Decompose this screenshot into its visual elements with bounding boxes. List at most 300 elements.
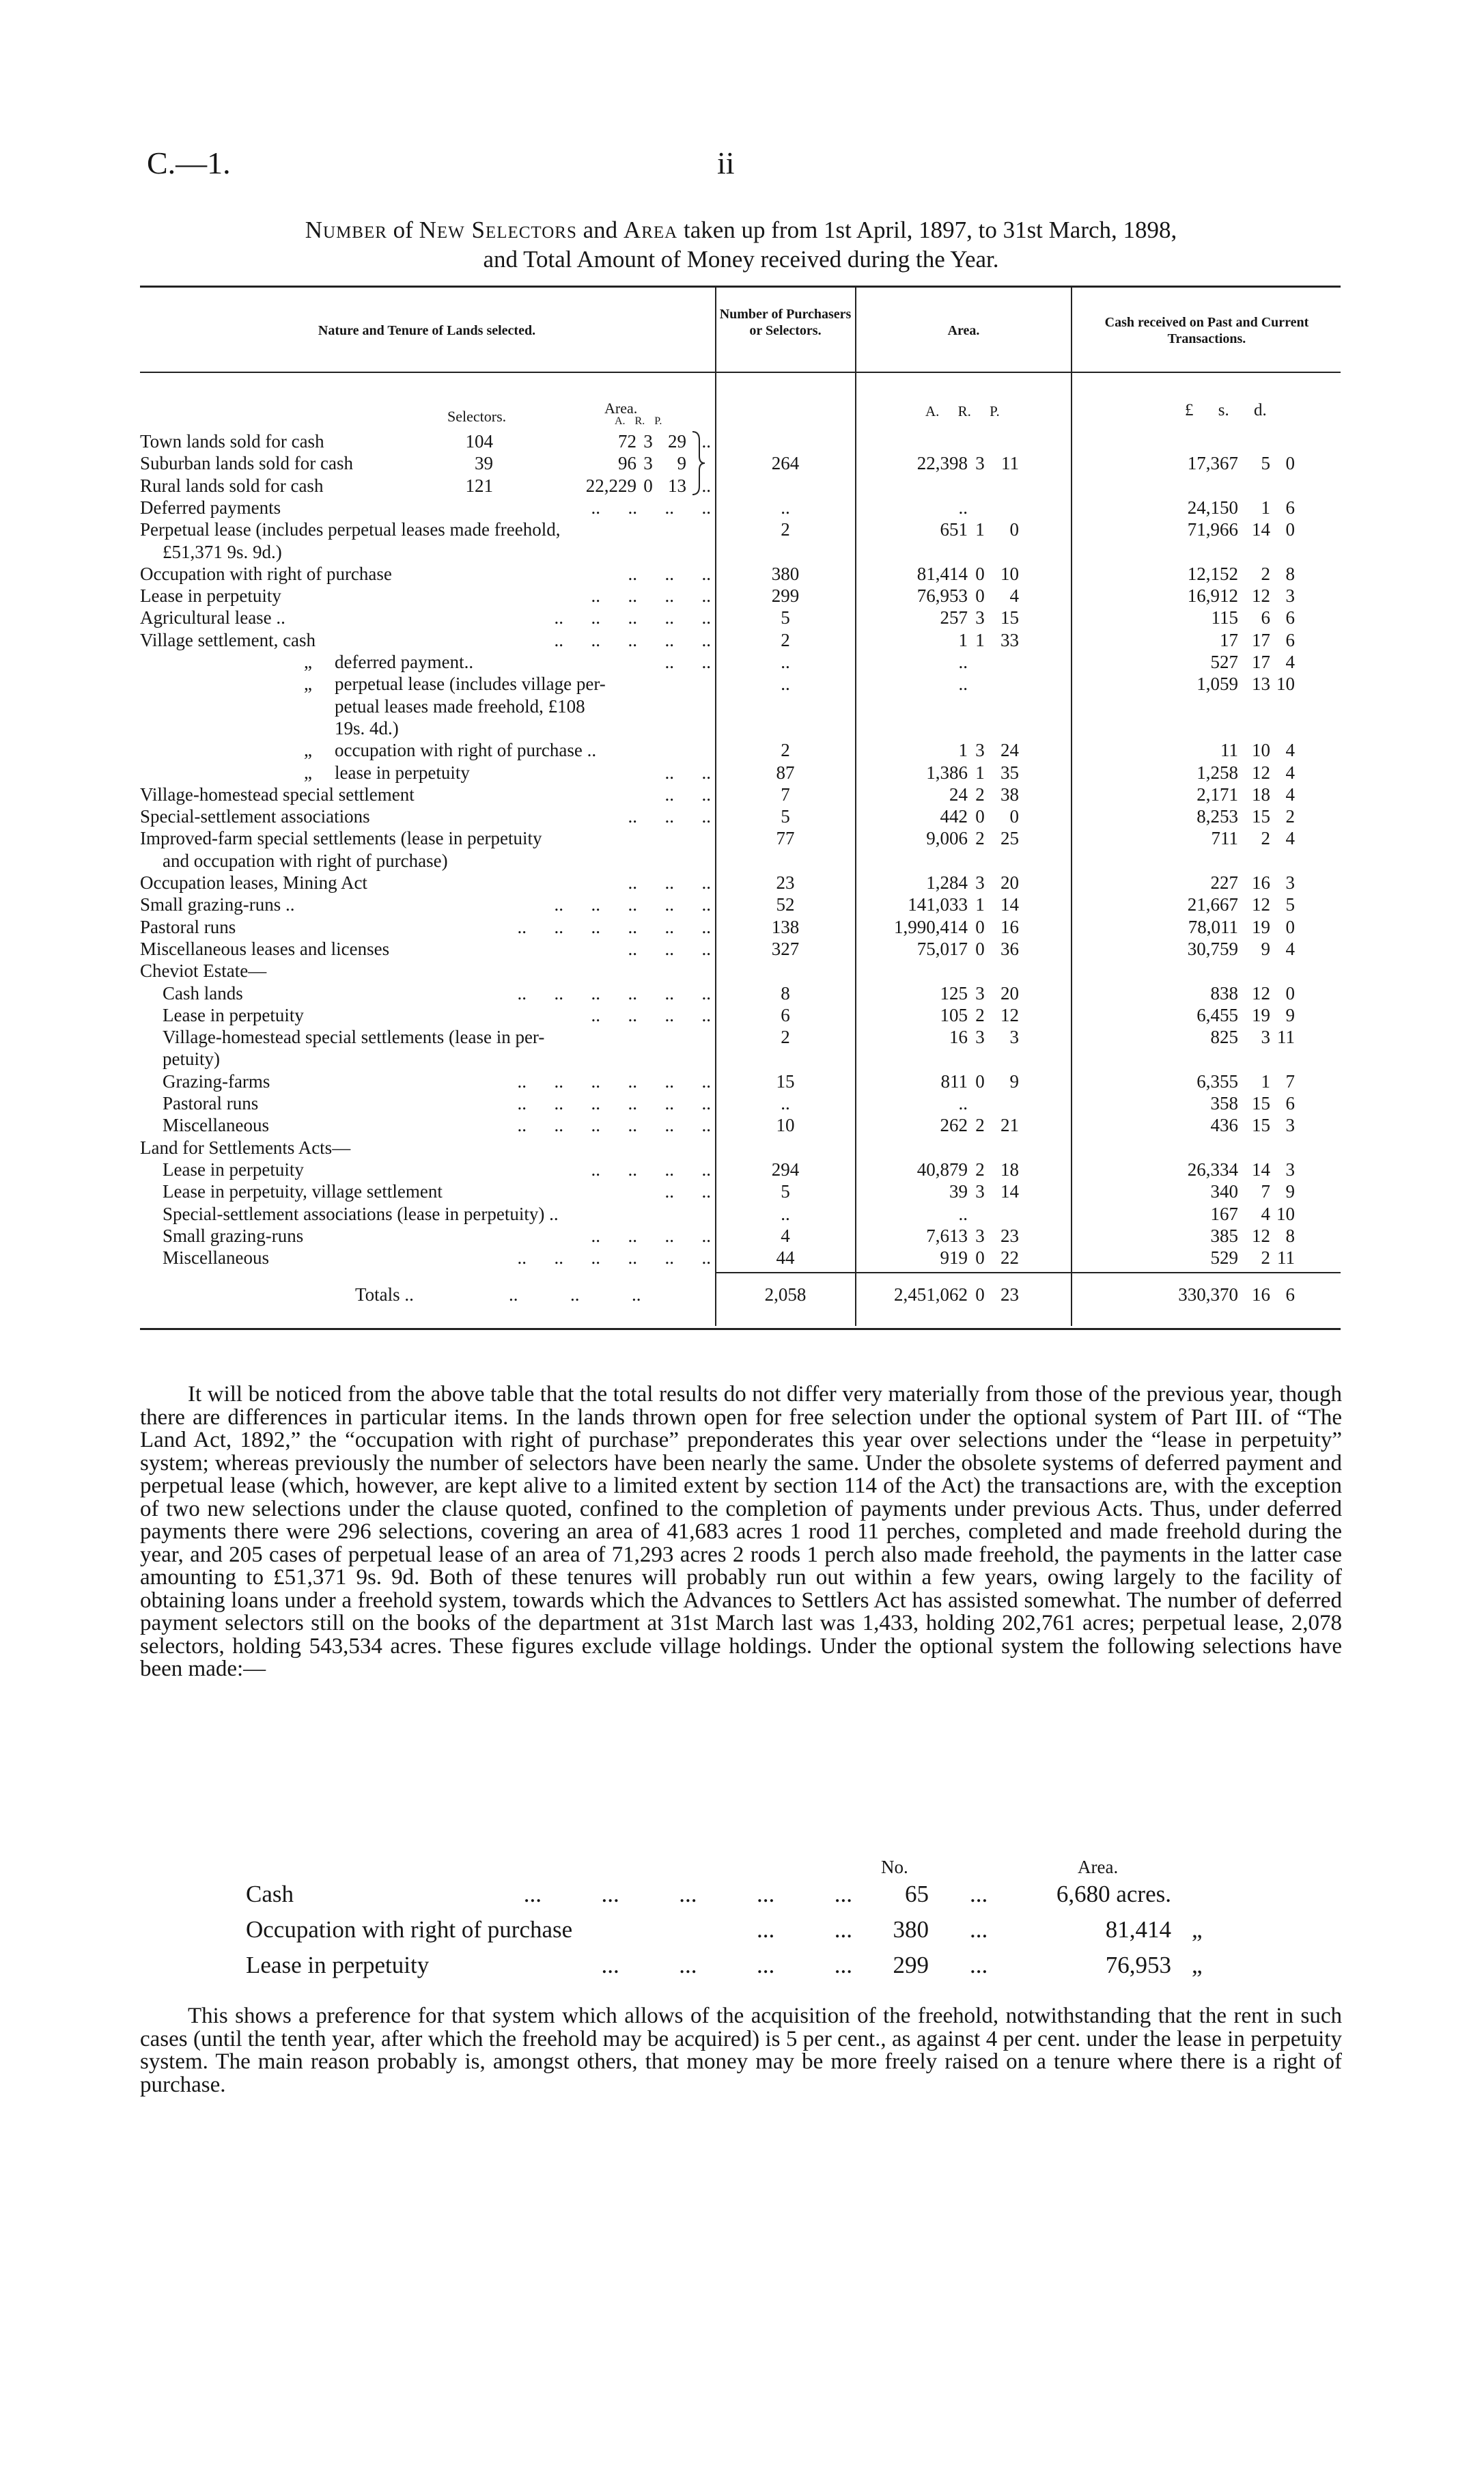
row-label: 19s. 4d.) <box>335 717 399 738</box>
row-label: Village settlement, cash <box>140 629 316 650</box>
area-perches: 14 <box>1000 1181 1019 1202</box>
summary-separator: ... <box>970 1881 988 1907</box>
row-label: petual leases made freehold, £108 <box>335 695 585 717</box>
leader-dots: .. .. .. .. <box>591 1225 711 1246</box>
row-label: Special-settlement associations <box>140 806 370 827</box>
cash-pounds: 17 <box>1220 629 1238 650</box>
title-word-area: Area <box>623 217 678 243</box>
area-roods: 0 <box>975 563 985 584</box>
table-row <box>0 1247 1484 1269</box>
cash-pence: 6 <box>1285 1093 1295 1113</box>
area-roods: 0 <box>975 1247 985 1269</box>
purchasers-count: 138 <box>771 916 800 937</box>
subheader-arp: A. R. P. <box>615 415 662 427</box>
summary-label: Lease in perpetuity <box>246 1952 430 1978</box>
cash-shillings: 16 <box>1252 872 1270 893</box>
cash-pence: 3 <box>1285 1115 1295 1136</box>
cash-pounds: 115 <box>1211 607 1238 628</box>
page-number: ii <box>717 146 735 180</box>
area-acres: 75,017 <box>916 938 968 959</box>
cash-pounds: 6,455 <box>1196 1004 1238 1025</box>
paragraph-2 <box>140 2005 1342 2097</box>
subheader-area: Area. <box>604 400 638 417</box>
document-reference: C.—1. <box>147 146 231 180</box>
cash-pence: 11 <box>1277 1247 1295 1269</box>
table-row <box>0 1027 1484 1048</box>
title-word-number: Number <box>305 217 387 243</box>
purchasers-count: 7 <box>781 784 790 805</box>
area-perches: 23 <box>1000 1225 1019 1246</box>
purchasers-count: 5 <box>781 1181 790 1202</box>
table-row <box>0 806 1484 827</box>
totals-pence: 6 <box>1285 1284 1295 1305</box>
table-row <box>0 1137 1484 1159</box>
row-label: Miscellaneous <box>163 1115 269 1136</box>
table-row <box>0 762 1484 784</box>
cash-shillings: 19 <box>1252 1004 1270 1025</box>
area-acres: 39 <box>949 1181 968 1202</box>
cash-pence: 4 <box>1285 652 1295 672</box>
area-acres: 7,613 <box>926 1225 968 1246</box>
paragraph-1 <box>140 1383 1342 1681</box>
row-label: Cheviot Estate— <box>140 960 267 982</box>
row-label: Lease in perpetuity, village settlement <box>163 1181 443 1202</box>
area-perches: 3 <box>1009 1027 1019 1048</box>
cash-pounds: 825 <box>1210 1027 1238 1048</box>
area-perches: 14 <box>1000 894 1019 915</box>
leader-dots: .. .. .. .. .. .. <box>517 1093 711 1113</box>
cash-pounds: 436 <box>1210 1115 1238 1136</box>
area-acres: 442 <box>940 806 968 827</box>
area-acres: 1 <box>958 629 968 650</box>
selectors-count: 39 <box>475 453 493 474</box>
row-label: Miscellaneous leases and licenses <box>140 938 390 959</box>
cash-pounds: 8,253 <box>1196 806 1238 827</box>
cash-shillings: 15 <box>1252 806 1270 827</box>
table-row <box>0 1071 1484 1092</box>
row-label: deferred payment.. <box>335 652 474 672</box>
header-bottom-rule <box>140 372 1341 373</box>
row-label: Occupation leases, Mining Act <box>140 872 367 893</box>
table-row <box>0 1226 1484 1247</box>
cash-shillings: 13 <box>1252 674 1270 695</box>
table-row <box>0 1159 1484 1180</box>
cash-pence: 0 <box>1285 916 1295 937</box>
area-roods: 0 <box>975 938 985 959</box>
sub-area-perches: 9 <box>677 453 686 474</box>
area-roods: 3 <box>975 1181 985 1202</box>
paragraph-2-text: This shows a preference for that system which allows of the acquisition of the freehold, notwithstanding that the rent in such cases (until the tenth year, after which the freehold may be acquired) is 5 per cent., as against 4 per cent. under the lease in perpetuity system. The main reason probably is, amongst others, that money may be more freely raised on a tenure where there is a right of purchase. <box>140 2004 1342 2097</box>
leader-dots: .. .. .. .. .. .. <box>517 916 711 937</box>
summary-label: Occupation with right of purchase <box>246 1916 573 1943</box>
area-acres: 141,033 <box>908 894 968 915</box>
cash-pounds: 71,966 <box>1187 519 1238 540</box>
cash-shillings: 18 <box>1252 784 1270 805</box>
purchasers-count: 10 <box>776 1115 795 1136</box>
table-row <box>0 696 1484 717</box>
area-roods: 0 <box>975 585 985 607</box>
table-row <box>0 497 1484 518</box>
area-perches: 9 <box>1009 1070 1019 1092</box>
area-acres: 919 <box>940 1247 968 1269</box>
selectors-count: 121 <box>465 475 493 496</box>
purchasers-count: .. <box>781 497 790 518</box>
table-row <box>0 475 1484 497</box>
cash-pence: 8 <box>1285 563 1295 584</box>
cash-shillings: 3 <box>1261 1027 1270 1048</box>
row-label: perpetual lease (includes village per- <box>335 674 606 695</box>
area-acres: .. <box>958 1093 968 1113</box>
area-acres: 24 <box>949 784 968 805</box>
totals-roods: 0 <box>975 1284 985 1305</box>
totals-acres: 2,451,062 <box>894 1284 968 1305</box>
cash-shillings: 12 <box>1252 982 1270 1004</box>
purchasers-count: 264 <box>771 453 800 474</box>
cash-shillings: 1 <box>1261 1070 1270 1092</box>
area-perches: 38 <box>1000 784 1019 805</box>
area-roods: 1 <box>975 894 985 915</box>
table-row <box>0 917 1484 938</box>
cash-pounds: 167 <box>1210 1203 1238 1224</box>
totals-perches: 23 <box>1000 1284 1019 1305</box>
area-acres: 811 <box>940 1070 968 1092</box>
purchasers-count: 77 <box>776 828 795 849</box>
cash-pounds: 17,367 <box>1187 453 1238 474</box>
area-perches: 21 <box>1000 1115 1019 1136</box>
table-row <box>0 718 1484 739</box>
cash-pence: 9 <box>1285 1181 1295 1202</box>
title-word-new-selectors: New Selectors <box>419 217 577 243</box>
area-acres: 1 <box>958 740 968 761</box>
cash-shillings: 2 <box>1261 563 1270 584</box>
leader-dots: .. .. .. .. .. .. <box>517 1070 711 1092</box>
area-roods: 3 <box>975 453 985 474</box>
cash-pounds: 11 <box>1220 740 1238 761</box>
cash-pounds: 711 <box>1211 828 1238 849</box>
area-perches: 12 <box>1000 1004 1019 1025</box>
summary-count: 380 <box>893 1916 929 1943</box>
area-roods: 2 <box>975 1159 985 1180</box>
purchasers-count: 2 <box>781 629 790 650</box>
purchasers-count: 2 <box>781 519 790 540</box>
area-acres: 40,879 <box>916 1159 968 1180</box>
leader-dots: .. .. <box>664 784 711 805</box>
title-line-2: and Total Amount of Money received during the Year. <box>483 246 999 273</box>
table-bottom-rule <box>140 1328 1341 1330</box>
cash-pence: 4 <box>1285 828 1295 849</box>
row-label: Lease in perpetuity <box>140 585 281 607</box>
table-row <box>0 1115 1484 1136</box>
header-area: Area. <box>947 323 980 338</box>
area-perches: 18 <box>1000 1159 1019 1180</box>
summary-count: 65 <box>905 1881 929 1907</box>
purchasers-count: 4 <box>781 1225 790 1246</box>
purchasers-count: 5 <box>781 607 790 628</box>
cash-shillings: 19 <box>1252 916 1270 937</box>
cash-shillings: 1 <box>1261 497 1270 518</box>
purchasers-count: .. <box>781 652 790 672</box>
area-perches: 15 <box>1000 607 1019 628</box>
cash-pounds: 838 <box>1210 982 1238 1004</box>
row-label: Village-homestead special settlement <box>140 784 415 805</box>
purchasers-count: 23 <box>776 872 795 893</box>
paragraph-1-text: It will be noticed from the above table that the total results do not differ very materially from those of the previous year, though there are differences in particular items. In the lands thrown open for free selection under the optional system of Part III. of “The Land Act, 1892,” the “occupation with right of purchase” preponderates this year over selections under the “lease in perpetuity” system; whereas previously the number of selectors have been nearly the same. Under the obsolete systems of deferred payment and perpetual lease (which, however, are kept alive to a limited extent by section 114 of the Act) the transactions are, with the exception of two new selections under the clause quoted, confined to the completion of payments under previous Acts. Thus, under deferred payments there were 296 selections, covering an area of 41,683 acres 1 rood 11 perches, completed and made freehold during the year, and 205 cases of perpetual lease of an area of 71,293 acres 2 roods 1 perch also made freehold, the payments in the latter case amounting to £51,371 9s. 9d. Both of these tenures will probably run out within a few years, owing largely to the facility of obtaining loans under a freehold system, towards which the Advances to Settlers Act has assisted somewhat. The number of deferred payment selectors still on the books of the department at 31st March last was 1,433, holding 202,761 acres; perpetual lease, 2,078 selectors, holding 543,534 acres. These figures exclude village holdings. Under the optional system the following selections have been made:— <box>140 1382 1342 1681</box>
leader-dots: .. .. .. .. <box>591 1004 711 1025</box>
area-roods: 1 <box>975 519 985 540</box>
area-acres: 125 <box>940 982 968 1004</box>
leader-dots: .. .. .. <box>628 563 711 584</box>
area-perches: 16 <box>1000 916 1019 937</box>
cash-pence: 2 <box>1285 806 1295 827</box>
sub-area-acres: 96 <box>618 453 636 474</box>
summary-separator: ... <box>970 1916 988 1943</box>
area-acres: 22,398 <box>916 453 968 474</box>
row-label: £51,371 9s. 9d.) <box>163 541 282 562</box>
cash-pounds: 26,334 <box>1187 1159 1238 1180</box>
area-roods: 3 <box>975 1027 985 1048</box>
totals-pounds: 330,370 <box>1178 1284 1238 1305</box>
area-roods: 3 <box>975 740 985 761</box>
cash-pence: 3 <box>1285 1159 1295 1180</box>
table-row <box>0 519 1484 540</box>
leader-dots: .. .. .. .. .. <box>554 607 711 628</box>
row-label: Lease in perpetuity <box>163 1004 304 1025</box>
area-perches: 24 <box>1000 740 1019 761</box>
ditto-mark: „ <box>304 674 312 695</box>
area-acres: 257 <box>940 607 968 628</box>
table-row <box>0 850 1484 872</box>
leader-dots: .. .. <box>664 762 711 783</box>
cash-pence: 9 <box>1285 1004 1295 1025</box>
row-label: Special-settlement associations (lease in perpetuity) .. <box>163 1203 559 1224</box>
area-acres: .. <box>958 1203 968 1224</box>
leader-dots: .. .. .. .. <box>591 585 711 607</box>
row-label: Occupation with right of purchase <box>140 563 392 584</box>
purchasers-count: 380 <box>771 563 800 584</box>
purchasers-count: 2 <box>781 1027 790 1048</box>
area-units: A. R. P. <box>925 403 1000 419</box>
cash-pounds: 2,171 <box>1196 784 1238 805</box>
table-top-rule <box>140 286 1341 288</box>
cash-pence: 4 <box>1285 784 1295 805</box>
table-row <box>0 585 1484 607</box>
totals-label: Totals .. <box>355 1284 414 1305</box>
totals-dots: .. .. .. <box>509 1284 641 1305</box>
cash-shillings: 12 <box>1252 1225 1270 1246</box>
summary-unit: „ <box>1192 1916 1203 1943</box>
cash-shillings: 15 <box>1252 1115 1270 1136</box>
area-acres: 16 <box>949 1027 968 1048</box>
area-perches: 0 <box>1009 806 1019 827</box>
cash-pounds: 529 <box>1210 1247 1238 1269</box>
leader-dots: .. .. .. .. .. <box>554 629 711 650</box>
area-perches: 20 <box>1000 872 1019 893</box>
ditto-mark: „ <box>304 652 312 672</box>
leader-dots: .. .. .. .. .. .. <box>517 1247 711 1269</box>
area-perches: 22 <box>1000 1247 1019 1269</box>
cash-pounds: 30,759 <box>1187 938 1238 959</box>
sub-area-roods: 0 <box>643 475 653 496</box>
totals-number: 2,058 <box>764 1284 807 1305</box>
cash-shillings: 2 <box>1261 1247 1270 1269</box>
cash-shillings: 6 <box>1261 607 1270 628</box>
title-text: and <box>583 217 618 243</box>
sub-area-roods: 3 <box>643 431 653 452</box>
cash-pounds: 78,011 <box>1188 916 1238 937</box>
cash-pence: 3 <box>1285 872 1295 893</box>
row-label: Suburban lands sold for cash <box>140 453 353 474</box>
area-acres: 76,953 <box>916 585 968 607</box>
area-roods: 3 <box>975 1225 985 1246</box>
area-roods: 1 <box>975 629 985 650</box>
summary-area: 6,680 acres. <box>1056 1881 1171 1907</box>
summary-header-no: No. <box>881 1857 908 1877</box>
cash-pounds: 12,152 <box>1187 563 1238 584</box>
cash-shillings: 17 <box>1252 652 1270 672</box>
summary-unit: „ <box>1192 1952 1203 1978</box>
row-label: lease in perpetuity <box>335 762 470 783</box>
cash-shillings: 12 <box>1252 585 1270 607</box>
cash-pence: 6 <box>1285 497 1295 518</box>
cash-shillings: 10 <box>1252 740 1270 761</box>
subheader-selectors: Selectors. <box>447 408 507 425</box>
purchasers-count: 299 <box>771 585 800 607</box>
cash-shillings: 4 <box>1261 1203 1270 1224</box>
row-label: Land for Settlements Acts— <box>140 1137 351 1158</box>
purchasers-count: .. <box>781 1203 790 1224</box>
area-roods: 0 <box>975 1070 985 1092</box>
cash-shillings: 14 <box>1252 1159 1270 1180</box>
table-row <box>0 960 1484 982</box>
row-label: Deferred payments <box>140 497 281 518</box>
cash-shillings: 17 <box>1252 629 1270 650</box>
purchasers-count: 8 <box>781 982 790 1004</box>
area-perches: 11 <box>1001 453 1019 474</box>
area-roods: 2 <box>975 784 985 805</box>
cash-pounds: 385 <box>1210 1225 1238 1246</box>
sub-area-acres: 22,229 <box>585 475 636 496</box>
summary-leader-dots: ... ... <box>757 1916 852 1943</box>
cash-pence: 11 <box>1277 1027 1295 1048</box>
table-row <box>0 674 1484 695</box>
area-acres: 651 <box>940 519 968 540</box>
table-row <box>0 1049 1484 1070</box>
table-row <box>0 630 1484 651</box>
cash-units: £ s. d. <box>1185 401 1267 419</box>
cash-shillings: 12 <box>1252 762 1270 783</box>
area-perches: 4 <box>1009 585 1019 607</box>
area-roods: 0 <box>975 806 985 827</box>
table-row <box>0 431 1484 452</box>
row-label: Miscellaneous <box>163 1247 269 1269</box>
area-perches: 36 <box>1000 938 1019 959</box>
area-acres: 1,990,414 <box>894 916 968 937</box>
purchasers-count: 327 <box>771 938 800 959</box>
cash-shillings: 2 <box>1261 828 1270 849</box>
cash-pounds: 1,258 <box>1196 762 1238 783</box>
summary-leader-dots: ... ... ... ... ... <box>523 1881 852 1907</box>
header-cash: Cash received on Past and Current Transactions. <box>1104 315 1309 346</box>
table-row <box>0 894 1484 915</box>
cash-pence: 10 <box>1276 1203 1295 1224</box>
row-label: Pastoral runs <box>140 916 236 937</box>
row-label: and occupation with right of purchase) <box>163 850 448 871</box>
area-acres: 9,006 <box>926 828 968 849</box>
cash-pence: 5 <box>1285 894 1295 915</box>
cash-pence: 4 <box>1285 740 1295 761</box>
cash-pence: 4 <box>1285 938 1295 959</box>
cash-pence: 0 <box>1285 453 1295 474</box>
cash-pence: 7 <box>1285 1070 1295 1092</box>
table-row <box>0 453 1484 474</box>
area-perches: 20 <box>1000 982 1019 1004</box>
cash-pence: 6 <box>1285 629 1295 650</box>
table-row <box>0 564 1484 585</box>
table-row <box>0 939 1484 960</box>
purchasers-count: 52 <box>776 894 795 915</box>
table-row <box>0 1093 1484 1114</box>
table-row <box>0 740 1484 761</box>
cash-pounds: 6,355 <box>1196 1070 1238 1092</box>
summary-label: Cash <box>246 1881 294 1907</box>
area-roods: 2 <box>975 1004 985 1025</box>
row-label: Small grazing-runs <box>163 1225 304 1246</box>
cash-pounds: 21,667 <box>1187 894 1238 915</box>
cash-pence: 4 <box>1285 762 1295 783</box>
leader-dots: .. .. <box>664 1181 711 1202</box>
row-label: Improved-farm special settlements (lease in perpetuity <box>140 828 542 849</box>
row-label: Pastoral runs <box>163 1093 259 1113</box>
cash-pounds: 527 <box>1210 652 1238 672</box>
cash-shillings: 15 <box>1252 1093 1270 1113</box>
purchasers-count: 2 <box>781 740 790 761</box>
cash-pence: 3 <box>1285 585 1295 607</box>
totals-top-rule <box>715 1272 1341 1273</box>
title-text: of <box>393 217 413 243</box>
table-row <box>0 872 1484 894</box>
area-acres: .. <box>958 674 968 695</box>
leader-dots: .. .. <box>664 652 711 672</box>
purchasers-count: 15 <box>776 1070 795 1092</box>
row-label: Town lands sold for cash <box>140 431 324 452</box>
sub-area-roods: 3 <box>643 453 653 474</box>
table-title <box>140 215 1342 274</box>
row-label: Rural lands sold for cash <box>140 475 324 496</box>
leader-dots: .. <box>701 475 711 496</box>
area-acres: 1,386 <box>926 762 968 783</box>
summary-separator: ... <box>970 1952 988 1978</box>
purchasers-count: .. <box>781 1093 790 1113</box>
leader-dots: .. .. .. .. <box>591 497 711 518</box>
area-perches: 25 <box>1000 828 1019 849</box>
header-number: Number of Purchasers or Selectors. <box>719 307 852 338</box>
ditto-mark: „ <box>304 762 312 783</box>
table-row <box>0 828 1484 849</box>
row-label: Perpetual lease (includes perpetual leases made freehold, <box>140 519 561 540</box>
table-row <box>0 607 1484 628</box>
leader-dots: .. .. .. .. .. .. <box>517 982 711 1004</box>
row-label: Lease in perpetuity <box>163 1159 304 1180</box>
row-label: Cash lands <box>163 982 243 1004</box>
cash-shillings: 12 <box>1252 894 1270 915</box>
cash-pence: 10 <box>1276 674 1295 695</box>
cash-shillings: 7 <box>1261 1181 1270 1202</box>
selectors-count: 104 <box>465 431 493 452</box>
area-acres: .. <box>958 497 968 518</box>
area-perches: 35 <box>1000 762 1019 783</box>
area-acres: 1,284 <box>926 872 968 893</box>
cash-pence: 0 <box>1285 519 1295 540</box>
